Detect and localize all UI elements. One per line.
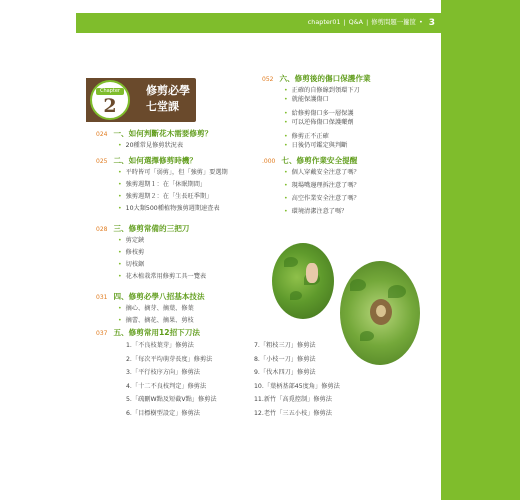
section-item [284, 118, 354, 127]
section-item [284, 95, 329, 104]
section-item [284, 132, 329, 141]
technique-item: 5.「疏刪W點及短截V點」修剪法 [126, 396, 217, 403]
section-title: 五、修剪常用12招下刀法 [113, 328, 200, 337]
section-heading [96, 291, 205, 302]
section-item [284, 168, 360, 177]
technique-item: 11.新竹「高覓控制」修剪法 [254, 396, 332, 403]
section-item-text: 10大類500種植物強剪週期速查表 [125, 205, 220, 212]
section-item [284, 207, 347, 216]
section-item [118, 260, 144, 269]
bullet-icon: • [118, 205, 122, 212]
bullet-icon: • [118, 181, 122, 188]
section-heading [96, 327, 200, 338]
section-item [284, 141, 347, 150]
section-item [284, 86, 360, 95]
bullet-icon: • [284, 208, 288, 215]
section-title: 七、修剪作業安全提醒 [281, 156, 358, 165]
technique-item: 4.「十二不良枝判定」修剪法 [126, 382, 207, 390]
section-item-text: 可以逆佈傷口保護藥劑 [291, 119, 354, 126]
photo-wound-protection [340, 261, 420, 365]
section-item [118, 248, 144, 257]
section-title: 二、如何選擇修剪時機？ [113, 156, 197, 165]
bullet-icon: • [118, 261, 122, 268]
bullet-icon: • [284, 169, 288, 176]
section-item-text: 高空作業安全注意了嗎？ [291, 195, 360, 202]
bullet-icon: • [284, 96, 288, 103]
technique-item: 6.「目標樹型設定」修剪法 [126, 409, 200, 417]
bullet-icon: • [284, 142, 288, 149]
section-item [118, 192, 212, 201]
bullet-icon: • [118, 193, 122, 200]
section-item-text: 摘蕾、摘花、摘果、剪枝 [125, 317, 194, 324]
section-title: 一、如何判斷花木需要修剪？ [113, 129, 213, 138]
section-page-number: 028 [96, 226, 108, 233]
green-page-edge [441, 0, 520, 500]
chapter-title-line1: 修剪必學 [146, 84, 190, 97]
section-heading [96, 223, 189, 234]
section-title: 四、修剪必學八招基本技法 [113, 292, 205, 301]
section-item-text: 現場嘴邊理拆注意了嗎？ [291, 182, 360, 189]
technique-item: 3.「平行枝序方向」修剪法 [126, 369, 200, 376]
section-item [284, 109, 354, 118]
chapter-title [146, 83, 190, 115]
section-heading [96, 155, 197, 166]
header-chapter: chapter01 [307, 18, 341, 26]
technique-item: 2.「每次平均萌芽長度」修剪法 [126, 355, 213, 363]
bullet-icon: • [284, 110, 288, 117]
bullet-icon: • [118, 249, 122, 256]
bullet-icon: • [284, 182, 288, 189]
section-item-text: 個人穿戴安全注意了嗎？ [291, 169, 360, 176]
page-number: 3 [428, 18, 435, 28]
bullet-icon: • [284, 119, 288, 126]
section-heading [262, 155, 357, 166]
section-item [118, 168, 228, 177]
section-item-text: 切枝鋸 [125, 261, 145, 268]
section-page-number: 037 [96, 330, 108, 337]
chapter-number: 2 [103, 95, 117, 117]
section-item [118, 316, 194, 325]
section-item-text: 給修剪傷口多一層保護 [291, 110, 354, 117]
section-item [118, 204, 220, 213]
technique-item: 1.「不良枝葉芽」修剪法 [126, 342, 194, 349]
section-page-number: 031 [96, 294, 108, 301]
section-item-text: 摘心、摘芽、摘葉、修葉 [125, 305, 194, 312]
header-bar [76, 13, 441, 33]
header-section: Q&A [348, 18, 364, 26]
bullet-icon: • [284, 195, 288, 202]
section-item-text: 修枝剪 [125, 249, 145, 256]
section-item-text: 強剪週期１：在「休眠期間」 [125, 181, 207, 188]
section-title: 三、修剪常備的三把刀 [113, 224, 190, 233]
section-page-number: .000 [262, 158, 276, 165]
section-heading [96, 128, 212, 139]
header-text: chapter01 | Q&A | 修剪問題一籮筐 • 3 [307, 18, 435, 28]
technique-item: 8.「小枝一刀」修剪法 [254, 355, 316, 363]
section-item [118, 236, 144, 245]
bullet-icon: • [118, 317, 122, 324]
section-item [118, 141, 183, 150]
bullet-icon: • [284, 87, 288, 94]
section-heading [262, 73, 371, 84]
section-title: 六、修剪後的傷口保護作業 [279, 74, 371, 83]
section-page-number: 025 [96, 158, 108, 165]
bullet-icon: • [118, 273, 122, 280]
bullet-icon: • [118, 169, 122, 176]
section-item [284, 181, 360, 190]
bullet-icon: • [118, 237, 122, 244]
section-page-number: 052 [262, 76, 274, 83]
section-item [118, 304, 194, 313]
section-page-number: 024 [96, 131, 108, 138]
chapter-circle [90, 80, 130, 120]
bullet-icon: • [118, 305, 122, 312]
technique-item: 9.「伐木四刀」修剪法 [254, 369, 316, 376]
section-item-text: 正確的自修線到領環下刀 [291, 87, 360, 94]
section-item-text: 20種常見修剪狀況表 [125, 142, 184, 149]
bullet-icon: • [284, 133, 288, 140]
chapter-title-line2: 七堂課 [146, 100, 179, 113]
section-item [118, 180, 206, 189]
chapter-label: Chapter [96, 88, 124, 95]
section-item-text: 日後仍可鑑定與判斷 [291, 142, 348, 149]
technique-item: 7.「粗枝三刀」修剪法 [254, 342, 316, 349]
section-item [284, 194, 360, 203]
technique-item: 10.「葉柄基部45度角」修剪法 [254, 382, 340, 390]
section-item-text: 就能保護傷口 [291, 96, 329, 103]
bullet-icon: • [118, 142, 122, 149]
section-item-text: 平時皆可「弱剪」，但「強剪」要選期 [125, 169, 228, 176]
section-item-text: 修剪正不正確 [291, 133, 329, 140]
section-item-text: 強剪週期２：在「生長旺季期」 [125, 193, 213, 200]
header-subtitle: 修剪問題一籮筐 [371, 18, 416, 26]
technique-item: 12.老竹「三五小枝」修剪法 [254, 409, 332, 417]
section-item [118, 272, 206, 281]
section-item-text: 花木植栽常用修剪工具一覽表 [125, 273, 207, 280]
content-area [76, 33, 441, 500]
section-item-text: 剪定鋏 [125, 237, 145, 244]
photo-pruning-shrub [272, 243, 334, 319]
section-item-text: 環境清潔注意了嗎？ [291, 208, 348, 215]
